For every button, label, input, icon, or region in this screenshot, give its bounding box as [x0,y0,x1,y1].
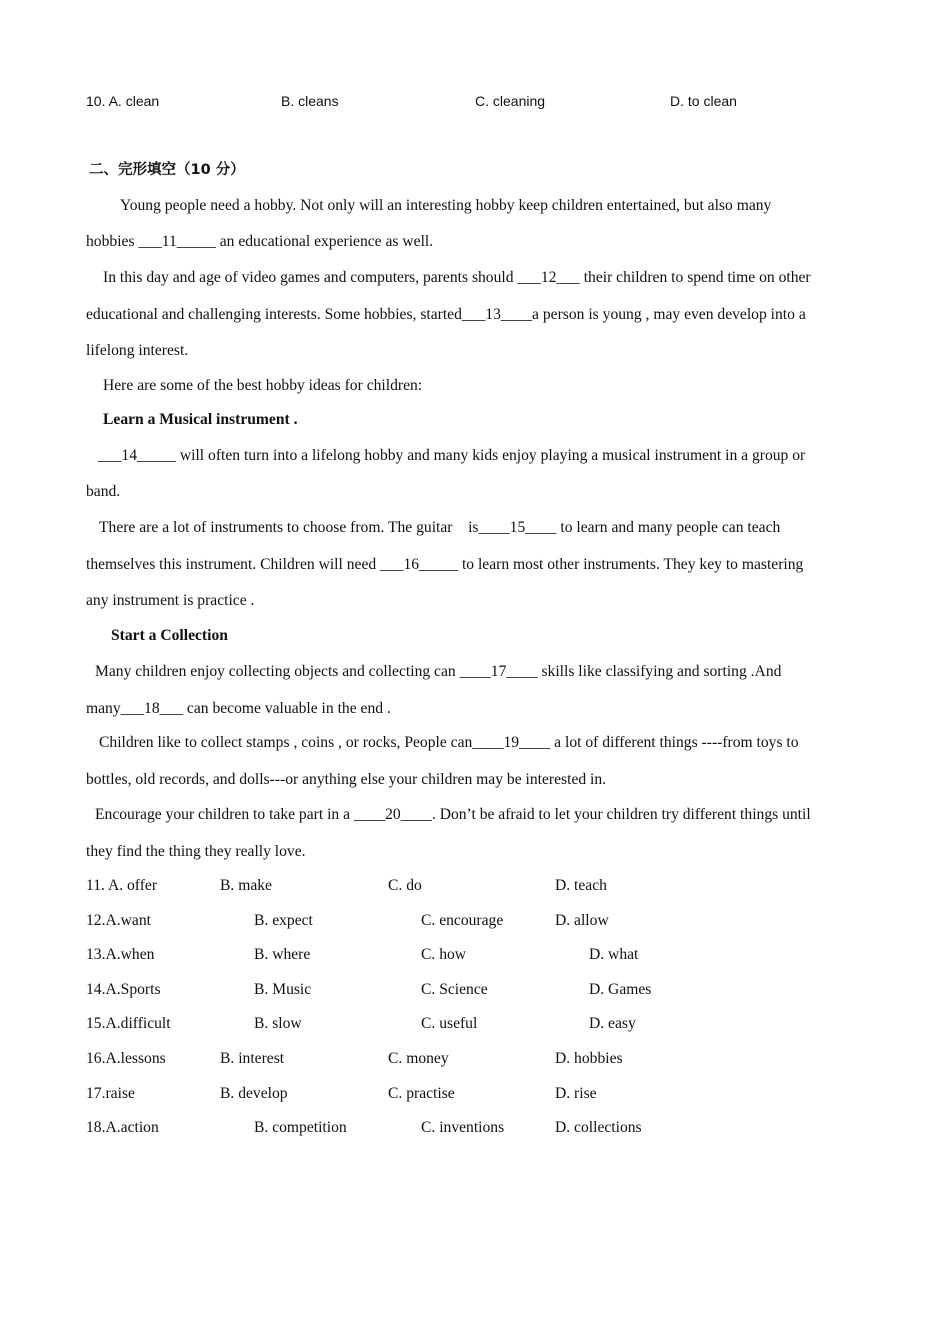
passage-line: Children like to collect stamps , coins , or rocks, People can____19____ a lot of different things ----from toys to [99,734,799,751]
option-15-b: B. slow [254,1015,302,1032]
q10-option-d: D. to clean [670,93,737,109]
option-16-a: 16.A.lessons [86,1050,166,1067]
option-11-c: C. do [388,877,422,894]
option-17-d: D. rise [555,1085,597,1102]
option-18-d: D. collections [555,1119,642,1136]
option-12-a: 12.A.want [86,912,151,929]
passage-line: themselves this instrument. Children will need ___16_____ to learn most other instruments. They key to mastering [86,556,804,573]
option-16-c: C. money [388,1050,449,1067]
option-18-c: C. inventions [421,1119,505,1136]
option-11-b: B. make [220,877,272,894]
q10-option-c: C. cleaning [475,93,546,109]
option-17-a: 17.raise [86,1085,135,1102]
option-18-b: B. competition [254,1119,347,1136]
section-heading: 二、完形填空（10 分） [89,162,245,178]
option-15-c: C. useful [421,1015,478,1032]
option-16-b: B. interest [220,1050,285,1067]
passage-line: educational and challenging interests. Some hobbies, started___13____a person is young , may even develop into a [86,306,806,323]
passage-line: Encourage your children to take part in a ____20____. Don’t be afraid to let your children try different things until [95,806,811,823]
option-13-a: 13.A.when [86,946,155,963]
option-14-c: C. Science [421,981,488,998]
passage-line: they find the thing they really love. [86,843,306,860]
passage-line: many___18___ can become valuable in the end . [86,700,391,717]
passage-line: hobbies ___11_____ an educational experience as well. [86,233,434,250]
passage-line: any instrument is practice . [86,592,255,609]
option-17-b: B. develop [220,1085,288,1102]
q10-option-a [86,91,159,111]
option-13-c: C. how [421,946,467,963]
subheading: Learn a Musical instrument . [103,411,298,428]
option-12-c: C. encourage [421,912,504,929]
passage-line: In this day and age of video games and computers, parents should ___12___ their children to spend time on other [103,269,811,286]
passage-line: Young people need a hobby. Not only will an interesting hobby keep children entertained, but also many [120,197,772,214]
option-15-d: D. easy [589,1015,636,1032]
option-12-d: D. allow [555,912,609,929]
option-16-d: D. hobbies [555,1050,623,1067]
q10-number: 10. [86,93,106,109]
option-13-d: D. what [589,946,639,963]
option-17-c: C. practise [388,1085,455,1102]
option-14-a: 14.A.Sports [86,981,161,998]
option-13-b: B. where [254,946,311,963]
passage-line: ___14_____ will often turn into a lifelong hobby and many kids enjoy playing a musical instrument in a group or [98,447,806,464]
option-15-a: 15.A.difficult [86,1015,171,1032]
q10-option-b: B. cleans [281,93,339,109]
q10-option-a-text: A. clean [108,93,160,109]
passage-line: bottles, old records, and dolls---or anything else your children may be interested in. [86,771,607,788]
passage-line: band. [86,483,121,500]
option-12-b: B. expect [254,912,313,929]
passage-line: There are a lot of instruments to choose from. The guitar is____15____ to learn and many people can teach [99,519,781,536]
passage-line: lifelong interest. [86,342,189,359]
passage-line: Here are some of the best hobby ideas for children: [103,377,423,394]
option-14-d: D. Games [589,981,652,998]
option-18-a: 18.A.action [86,1119,159,1136]
option-11-d: D. teach [555,877,607,894]
option-14-b: B. Music [254,981,312,998]
subheading: Start a Collection [111,627,228,644]
passage-line: Many children enjoy collecting objects and collecting can ____17____ skills like classifying and sorting .And [95,663,782,680]
option-11-a: 11. A. offer [86,877,158,894]
